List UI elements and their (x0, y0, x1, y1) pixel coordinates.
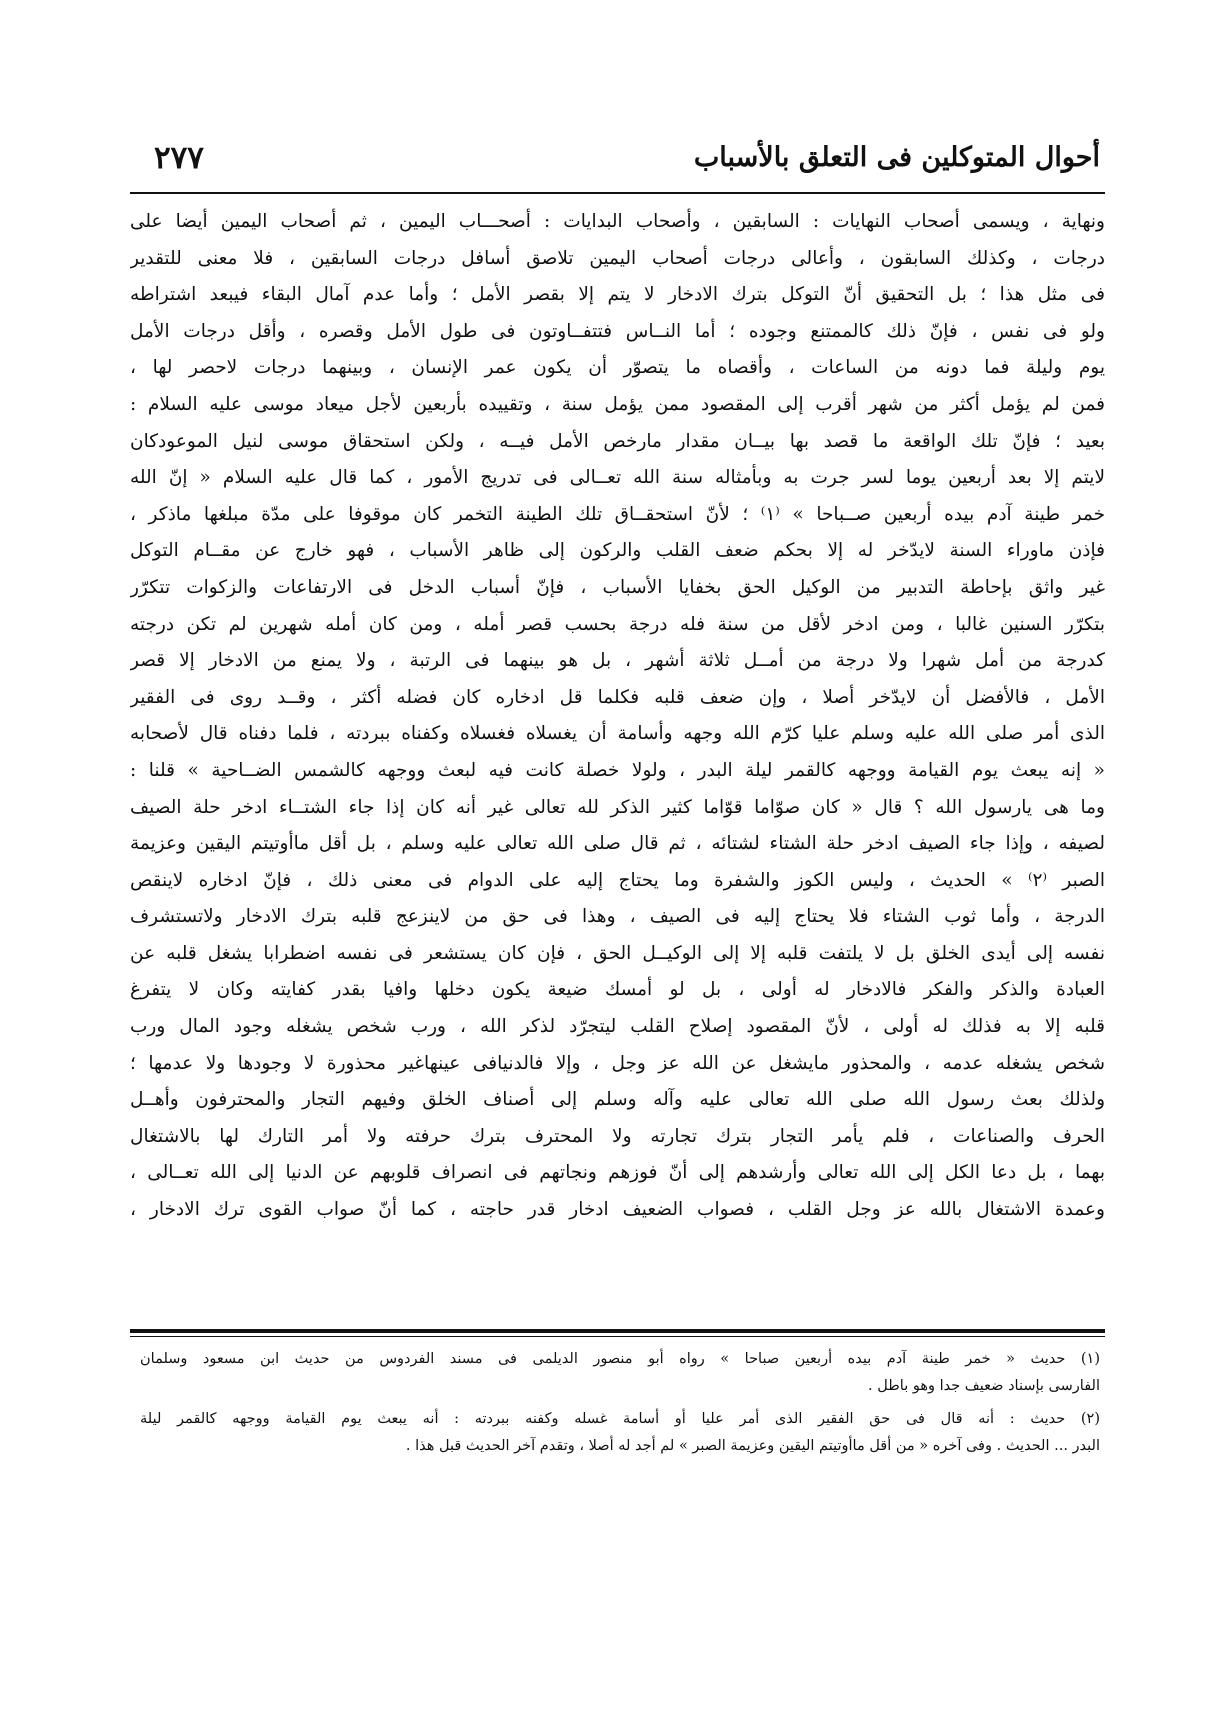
text-line (130, 1229, 1105, 1266)
page-header (140, 140, 1100, 184)
footnote-separator (130, 1329, 1105, 1333)
text-line: « إنه يبعث يوم القيامة ووجهه كالقمر ليلة البدر ، ولولا خصلة كانت فيه لبعث ووجهه كالشمس الضــاحية » قلنا : (130, 759, 1105, 781)
footnote-line: (١) حديث « خمر طينة آدم بيده أربعين صباحا » رواه أبو منصور الديلمى فى مسند الفردوس من حديث ابن مسعود وسلمان (140, 1351, 1100, 1367)
text-line: فى مثل هذا ؛ بل التحقيق أنّ التوكل بترك الادخار لا يتم إلا بقصر الأمل ؛ وأما عدم آمال البقاء فيبعد اشتراطه (130, 284, 1105, 306)
text-line: ولو فى نفس ، فإنّ ذلك كالممتنع وجوده ؛ أما النــاس فتتفــاوتون فى طول الأمل وقصره ، وأقل درجات الأمل (130, 320, 1105, 342)
text-line: خمر طينة آدم بيده أربعين صــباحا » ⁽١⁾ ؛ لأنّ استحقــاق تلك الطينة التخمر كان موقوفا على مدّة مبلغها ماذكر ، (130, 503, 1105, 525)
text-line: الحرف والصناعات ، فلم يأمر التجار بترك تجارته ولا المحترف بترك حرفته ولا أمر التارك لها بالاشتغال (130, 1125, 1105, 1147)
text-line: الذى أمر صلى الله عليه وسلم عليا كرّم الله وجهه وأسامة أن يغسلاه فغسلاه وكفناه ببردته ، فلما دفناه قال لأصحابه (130, 723, 1105, 745)
text-line: ولذلك بعث رسول الله صلى الله تعالى عليه وآله وسلم إلى أصناف الخلق وفيهم التجار والمحترفون وأهــل (130, 1089, 1105, 1111)
text-line: درجات ، وكذلك السابقون ، وأعالى درجات أصحاب اليمين تلاصق أسافل درجات السابقين ، فلا معنى للتقدير (130, 247, 1105, 269)
main-text (130, 204, 1105, 1338)
text-line: وما هى يارسول الله ؟ قال « كان صوّاما قوّاما كثير الذكر لله تعالى غير أنه كان إذا جاء الشتــاء ادخر حلة الصيف (130, 796, 1105, 818)
text-line: قلبه إلا به فذلك له أولى ، لأنّ المقصود إصلاح القلب ليتجرّد لذكر الله ، ورب شخص يشغله وجود المال ورب (130, 1016, 1105, 1038)
text-line: كدرجة من أمل شهرا ولا درجة من أمــل ثلاثة أشهر ، بل هو بينهما فى الرتبة ، ولا يمنع من الادخار إلا قصر (130, 650, 1105, 672)
footnote-line: (٢) حديث : أنه قال فى حق الفقير الذى أمر عليا أو أسامة غسله وكفنه ببردته : أنه يبعث يوم القيامة ووجهه كالقمر ليلة (140, 1411, 1100, 1427)
text-line: العبادة والذكر والفكر فالادخار له أولى ، بل لو أمسك ضيعة يكون دخلها وافيا بقدر كفايته وكان لا يتفرغ (130, 979, 1105, 1001)
footnote-2 (140, 1406, 1100, 1460)
text-line: غير واثق بإحاطة التدبير من الوكيل الحق بخفايا الأسباب ، فإنّ أسباب الدخل فى الارتفاعات والزكوات تتكرّر (130, 576, 1105, 598)
page-number: ٢٧٧ (154, 140, 204, 176)
footnote-1 (140, 1346, 1100, 1400)
footnote-line: البدر ... الحديث . وفى آخره « من أقل ماأوتيتم اليقين وعزيمة الصبر » لم أجد له أصلا ، وتقدم آخر الحديث قبل هذا . (405, 1438, 1100, 1454)
text-line: بعيد ؛ فإنّ تلك الواقعة ما قصد بها بيــان مقدار مارخص الأمل فيــه ، ولكن استحقاق موسى لنيل الموعودكان (130, 430, 1105, 452)
text-line: نفسه إلى أيدى الخلق بل لا يلتفت قلبه إلا إلى الوكيــل الحق ، فإن كان يستشعر فى نفسه اضطرابا يشغل قلبه عن (130, 942, 1105, 964)
text-line: فمن لم يؤمل أكثر من شهر أقرب إلى المقصود ممن يؤمل سنة ، وتقييده بأربعين لأجل ميعاد موسى عليه السلام : (130, 393, 1105, 415)
text-line: لصيفه ، وإذا جاء الصيف ادخر حلة الشتاء لشتائه ، ثم قال صلى الله تعالى عليه وسلم ، بل أقل ماأوتيتم اليقين وعزيمة (130, 833, 1105, 855)
text-line: الأمل ، فالأفضل أن لايدّخر أصلا ، وإن ضعف قلبه فكلما قل ادخاره كان فضله أكثر ، وقــد روى فى الفقير (130, 686, 1105, 708)
text-line: فإذن ماوراء السنة لايدّخر له إلا بحكم ضعف القلب والركون إلى ظاهر الأسباب ، فهو خارج عن مقــام التوكل (130, 540, 1105, 562)
text-line: وعمدة الاشتغال بالله عز وجل القلب ، فصواب الضعيف ادخار قدر حاجته ، كما أنّ صواب القوى ترك الادخار ، (130, 1199, 1105, 1221)
text-line: شخص يشغله عدمه ، والمحذور مايشغل عن الله عز وجل ، وإلا فالدنيافى عينهاغير محذورة لا وجودها ولا عدمها ؛ (130, 1052, 1105, 1074)
text-line (130, 1265, 1105, 1302)
text-line: يوم وليلة فما دونه من الساعات ، وأقصاه ما يتصوّر أن يكون عمر الإنسان ، وبينهما درجات لاحصر لها ، (130, 357, 1105, 379)
header-rule (130, 192, 1105, 194)
running-title: أحوال المتوكلين فى التعلق بالأسباب (693, 142, 1100, 173)
text-line: لايتم إلا بعد أربعين يوما لسر جرت به وبأمثاله سنة الله تعــالى فى تدريج الأمور ، كما قال عليه السلام « إنّ الله (130, 467, 1105, 489)
footnote-line: الفارسى بإسناد ضعيف جدا وهو باطل . (868, 1378, 1100, 1394)
text-line: الصبر ⁽٢⁾ » الحديث ، وليس الكوز والشفرة وما يحتاج إليه على الدوام فى معنى ذلك ، فإنّ ادخاره لاينقص (130, 869, 1105, 891)
text-line: بتكرّر السنين غالبا ، ومن ادخر لأقل من سنة فله درجة بحسب قصر أمله ، ومن كان أمله شهرين لم تكن درجته (130, 613, 1105, 635)
text-line: الدرجة ، وأما ثوب الشتاء فلا يحتاج إليه فى الصيف ، وهذا فى حق من لاينزعج قلبه بترك الادخار ولاتستشرف (130, 906, 1105, 928)
footnote-separator-thin (130, 1336, 1105, 1337)
text-line: بهما ، بل دعا الكل إلى الله تعالى وأرشدهم إلى أنّ فوزهم ونجاتهم فى انصراف قلوبهم عن الدنيا إلى الله تعــالى ، (130, 1162, 1105, 1184)
text-line: ونهاية ، ويسمى أصحاب النهايات : السابقين ، وأصحاب البدايات : أصحـــاب اليمين ، ثم أصحاب اليمين أيضا على (130, 211, 1105, 232)
footnotes (140, 1346, 1100, 1460)
